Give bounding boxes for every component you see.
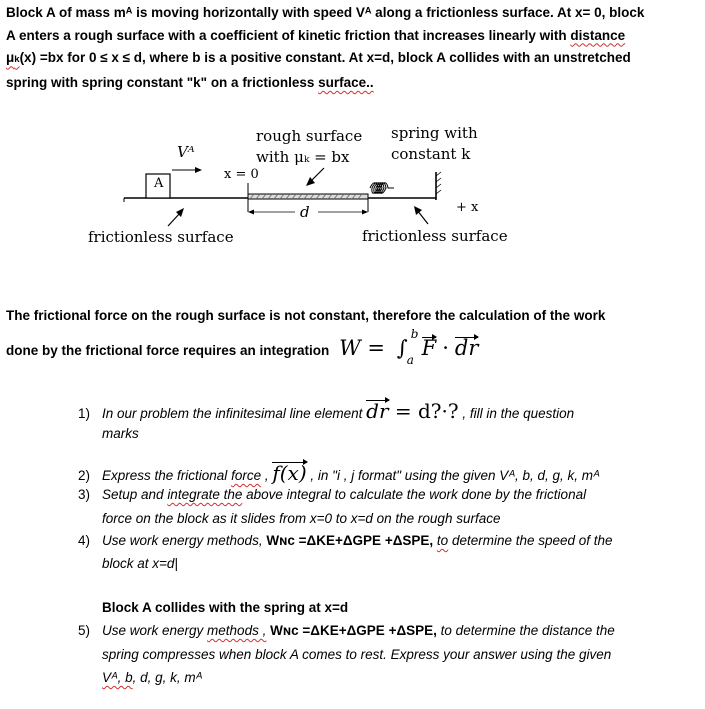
spring-coils: [370, 183, 394, 194]
lower-limit: a: [406, 353, 414, 367]
block-a-label: A: [154, 176, 164, 191]
frictionless-left-label: frictionless surface: [88, 228, 234, 246]
velocity-arrowhead: [195, 167, 202, 173]
integral-sign: ∫: [396, 336, 408, 360]
problem-statement: [6, 2, 701, 95]
intro-line-3: μk(x) =bx for 0 ≤ x ≤ d, where b is a positive constant. At x=d, block A collides with an unstretched: [6, 50, 631, 66]
problem-figure: [80, 120, 510, 255]
integral-lhs: W =: [339, 336, 385, 360]
dr-vector: dr: [366, 399, 389, 423]
paragraph-2-line-1: The frictional force on the rough surface is not constant, therefore the calculation of the work: [6, 308, 606, 323]
question-1-line-2: marks: [102, 426, 139, 441]
question-5-line-2: spring compresses when block A comes to rest. Express your answer using the given: [102, 647, 612, 662]
spell-flag-distance: distance: [570, 27, 626, 43]
question-3: 3) Setup and integrate the above integral to calculate the work done by the frictional: [78, 487, 587, 502]
spring-label-1: spring with: [391, 124, 478, 142]
d-arrowhead-left: [248, 210, 254, 215]
question-5-line-3: Vᴬ, b, d, g, k, mᴬ: [102, 670, 203, 685]
d-label: d: [300, 203, 310, 221]
fx-vector: f(x): [272, 461, 307, 485]
plus-x-label: + x: [456, 200, 479, 215]
intro-line-1: Block A of mass mᴬ is moving horizontally with speed Vᴬ along a frictionless surface. At x= 0, block: [6, 5, 645, 20]
question-5: 5) Use work energy methods , Wɴᴄ =ΔKE+ΔGPE +ΔSPE, to determine the distance the: [78, 623, 615, 638]
spring-label-2: constant k: [391, 145, 471, 163]
x0-label: x = 0: [224, 167, 259, 182]
question-3-line-2: force on the block as it slides from x=0 to x=d on the rough surface: [102, 511, 501, 526]
pointer-right-head: [414, 206, 422, 215]
dr-expression: = d?·?: [388, 399, 459, 423]
paragraph-2-line-2: done by the frictional force requires an integration W = ∫ b a F · dr: [6, 327, 479, 367]
intro-line-2: A enters a rough surface with a coefficient of kinetic friction that increases linearly with distance: [6, 27, 626, 43]
question-4-line-2: block at x=d|: [102, 556, 178, 571]
question-1: 1) In our problem the infinitesimal line element dr = d?·? , fill in the question: [78, 399, 575, 423]
frictionless-right-label: frictionless surface: [362, 227, 508, 245]
spring-heading: Block A collides with the spring at x=d: [102, 600, 349, 615]
rough-surface: [248, 194, 368, 199]
rough-label-1: rough surface: [256, 127, 363, 145]
rough-label-2: with μₖ = bx: [256, 148, 350, 166]
mu-k-symbol: μk: [6, 50, 20, 66]
integrand-f: F: [421, 336, 437, 360]
integral-expression: ∫ b a F · dr: [396, 327, 479, 367]
spell-flag-surface: surface..: [318, 75, 374, 91]
question-4: 4) Use work energy methods, Wɴᴄ =ΔKE+ΔGPE +ΔSPE, to determine the speed of the: [78, 533, 613, 548]
upper-limit: b: [410, 327, 419, 341]
va-label: Vᴬ: [177, 143, 195, 161]
question-2: 2) Express the frictional force , f(x) , in "i , j format" using the given Vᴬ, b, d, g, k, mᴬ: [78, 461, 600, 485]
d-arrowhead-right: [362, 210, 368, 215]
integrand-dr: dr: [454, 336, 479, 360]
intro-line-4: spring with spring constant "k" on a frictionless surface..: [6, 75, 374, 91]
